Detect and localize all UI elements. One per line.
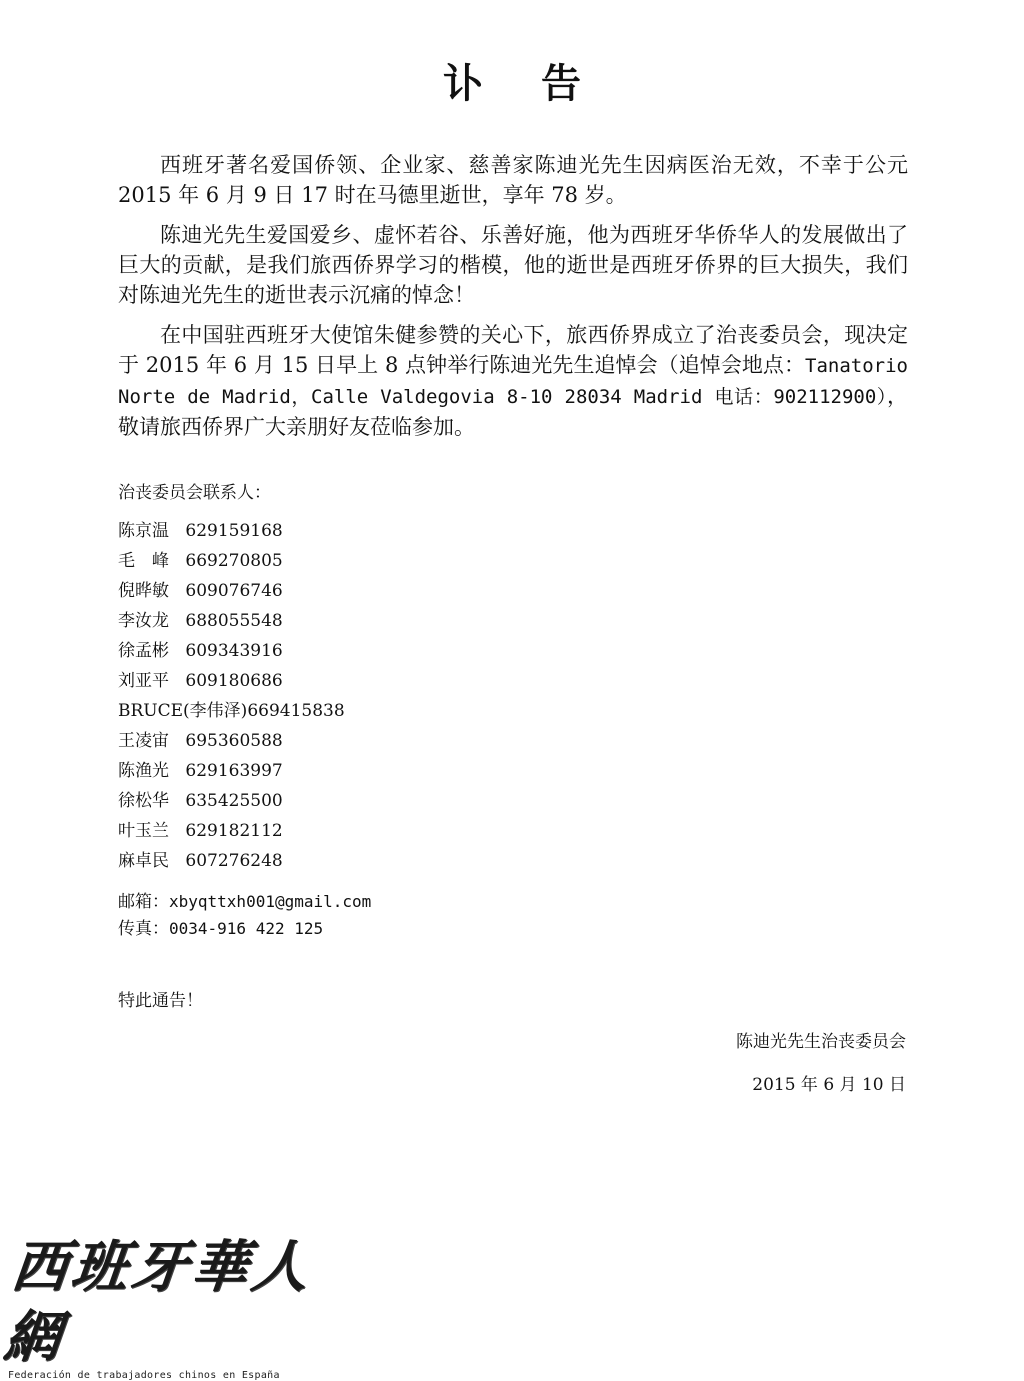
contact-name: 徐孟彬 xyxy=(118,641,169,661)
contact-item xyxy=(118,846,345,876)
email-address: xbyqttxh001@gmail.com xyxy=(169,892,372,911)
contact-name: 毛 峰 xyxy=(118,551,169,571)
contact-item xyxy=(118,606,345,636)
contact-name: 叶玉兰 xyxy=(118,821,169,841)
contact-name: 刘亚平 xyxy=(118,671,169,691)
contact-item xyxy=(118,786,345,816)
closing-remark: 特此通告！ xyxy=(118,991,203,1011)
contact-item xyxy=(118,726,345,756)
paragraph-memorial-service xyxy=(118,320,908,442)
paragraph-announcement: 西班牙著名爱国侨领、企业家、慈善家陈迪光先生因病医治无效，不幸于公元 2015 年 6 月 9 日 17 时在马德里逝世，享年 78 岁。 xyxy=(118,153,908,207)
contact-name: 李汝龙 xyxy=(118,611,169,631)
contact-name: BRUCE(李伟泽) xyxy=(118,701,248,721)
signature: 陈迪光先生治丧委员会 xyxy=(736,1032,906,1052)
contact-phone: 669270805 xyxy=(185,551,283,571)
logo-subtitle: Federación de trabajadores chinos en España xyxy=(8,1370,280,1381)
contact-item xyxy=(118,696,345,726)
contact-item xyxy=(118,666,345,696)
email-label: 邮箱： xyxy=(118,892,169,912)
contact-item xyxy=(118,636,345,666)
document-title: 讣 告 xyxy=(443,61,603,107)
fax-line xyxy=(118,915,371,942)
contact-item xyxy=(118,546,345,576)
contact-phone: 609076746 xyxy=(185,581,283,601)
contact-name: 麻卓民 xyxy=(118,851,169,871)
contact-phone: 629182112 xyxy=(185,821,283,841)
contact-item xyxy=(118,576,345,606)
contact-phone: 609180686 xyxy=(185,671,283,691)
contact-info xyxy=(118,888,371,942)
fax-number: 0034-916 422 125 xyxy=(169,919,324,938)
contact-phone: 607276248 xyxy=(185,851,283,871)
contact-item xyxy=(118,516,345,546)
memorial-service-text: 在中国驻西班牙大使馆朱健参赞的关心下，旅西侨界成立了治丧委员会，现决定于 2015 年 6 月 15 日早上 8 点钟举行陈迪光先生追悼会（追悼会地点： xyxy=(118,323,908,377)
contact-phone: 688055548 xyxy=(185,611,283,631)
fax-label: 传真： xyxy=(118,919,169,939)
logo-calligraphy: 西班牙華人網 xyxy=(0,1234,316,1370)
contact-name: 倪晔敏 xyxy=(118,581,169,601)
memorial-invitation-text: ，敬请旅西侨界广大亲朋好友莅临参加。 xyxy=(118,384,908,439)
contact-phone: 629159168 xyxy=(185,521,283,541)
contacts-heading: 治丧委员会联系人： xyxy=(118,483,271,503)
memorial-venue-address: Tanatorio Norte de Madrid，Calle Valdegovia 8-10 28034 Madrid 电话：902112900） xyxy=(118,355,908,408)
contact-phone: 629163997 xyxy=(185,761,283,781)
document-body xyxy=(118,150,908,452)
contact-phone: 635425500 xyxy=(185,791,283,811)
contact-phone: 669415838 xyxy=(247,701,345,721)
contacts-list xyxy=(118,516,345,876)
contact-phone: 695360588 xyxy=(185,731,283,751)
contact-phone: 609343916 xyxy=(185,641,283,661)
contact-name: 徐松华 xyxy=(118,791,169,811)
email-line xyxy=(118,888,371,915)
document-date: 2015 年 6 月 10 日 xyxy=(752,1075,906,1095)
site-logo xyxy=(0,1232,316,1381)
contact-name: 陈渔光 xyxy=(118,761,169,781)
contact-name: 陈京温 xyxy=(118,521,169,541)
contact-item xyxy=(118,756,345,786)
contact-name: 王凌宙 xyxy=(118,731,169,751)
contact-item xyxy=(118,816,345,846)
paragraph-tribute: 陈迪光先生爱国爱乡、虚怀若谷、乐善好施，他为西班牙华侨华人的发展做出了巨大的贡献，是我们旅西侨界学习的楷模，他的逝世是西班牙侨界的巨大损失，我们对陈迪光先生的逝世表示沉痛的悼念！ xyxy=(118,223,908,307)
